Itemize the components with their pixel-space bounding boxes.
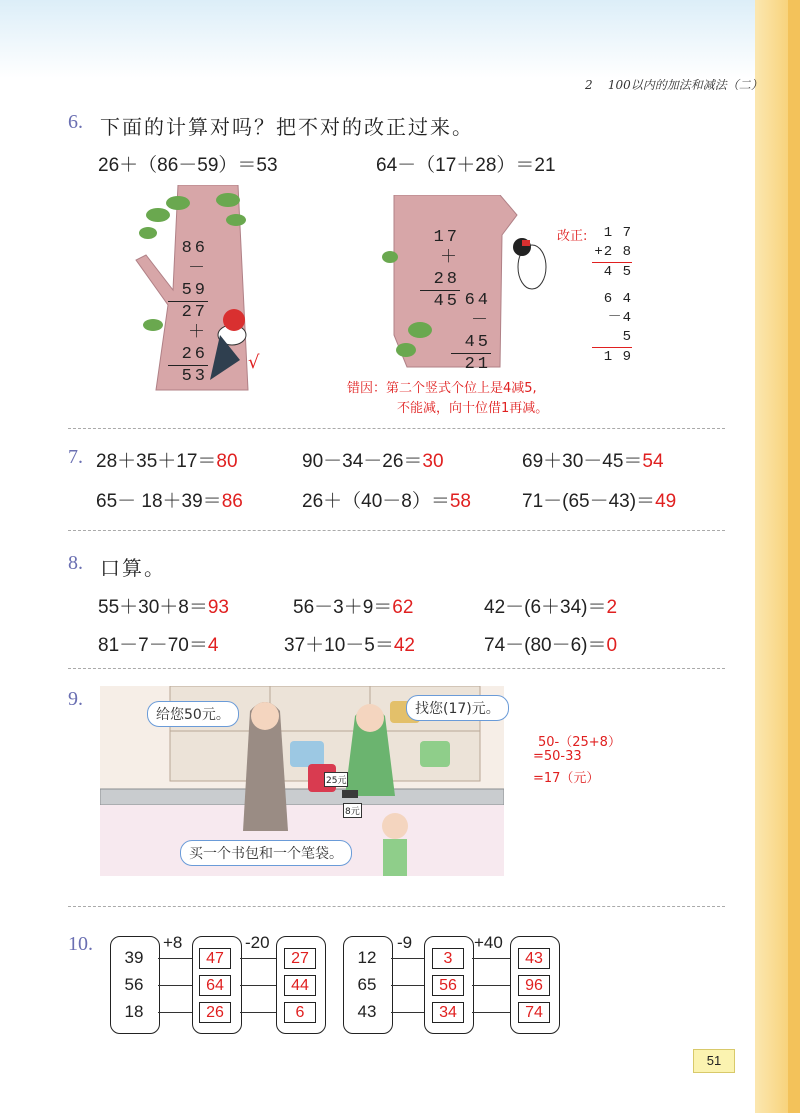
- q8-expr-5: 37＋10－5＝: [284, 635, 394, 656]
- chapter-title: 100以内的加法和减法（二）: [607, 78, 763, 92]
- q7-item-4: [96, 486, 243, 513]
- fix-a-row-2: +2 8: [594, 244, 632, 260]
- mid-right-1: 3: [432, 948, 464, 969]
- op-left-2: -20: [245, 933, 270, 952]
- mid-right-2: 56: [432, 975, 464, 996]
- arrow: [472, 985, 512, 986]
- divider: [68, 428, 725, 429]
- q7-expr-5: 26＋（40－8）＝: [302, 491, 450, 512]
- mid-left-2: 64: [199, 975, 231, 996]
- q8-answer-4: 4: [207, 635, 219, 656]
- out-right-2: 96: [518, 975, 550, 996]
- page-number: 51: [693, 1049, 735, 1073]
- tree2-a-row-2: ＋28: [433, 249, 460, 289]
- tree2-a-row-3: 45: [420, 290, 460, 312]
- input-left-2: 56: [124, 975, 144, 994]
- speech-bubble-child: 买一个书包和一个笔袋。: [180, 840, 352, 866]
- input-right-3: 43: [357, 1002, 377, 1021]
- error-reason-line-2: 不能减，向十位借1再减。: [397, 401, 549, 416]
- input-right-1: 12: [357, 948, 377, 967]
- op-right-1: -9: [397, 933, 413, 952]
- fix-b-row-3: 1 9: [592, 347, 632, 367]
- fix-a-row-1: 1 7: [603, 225, 632, 241]
- q10-number: 10.: [68, 933, 93, 955]
- q7-item-1: [96, 446, 238, 473]
- q7-item-5: [302, 486, 471, 513]
- q7-expr-3: 69＋30－45＝: [522, 451, 643, 472]
- out-right-1: 43: [518, 948, 550, 969]
- q8-item-5: [284, 630, 415, 657]
- q8-answer-6: 0: [606, 635, 618, 656]
- q8-item-2: [293, 592, 413, 619]
- error-reason-line-1: 错因：第二个竖式个位上是4减5,: [347, 381, 537, 396]
- divider: [68, 906, 725, 907]
- q8-expr-3: 42－(6＋34)＝: [484, 597, 607, 618]
- divider: [68, 530, 725, 531]
- tree1-row-2: －59: [181, 260, 208, 300]
- q7-number: 7.: [68, 446, 83, 468]
- q8-expr-1: 55＋30＋8＝: [98, 597, 208, 618]
- fix-calc-b: [592, 290, 632, 367]
- out-left-1: 27: [284, 948, 316, 969]
- q8-item-6: [484, 630, 617, 657]
- fix-label: 改正:: [557, 229, 588, 244]
- arrow: [472, 958, 512, 959]
- q7-answer-2: 30: [422, 451, 444, 472]
- q9-number: 9.: [68, 688, 83, 710]
- top-band: [0, 0, 800, 78]
- q8-item-4: [98, 630, 218, 657]
- price-tag-pencil-case: 8元: [343, 803, 362, 818]
- page-header: [585, 76, 763, 93]
- check-mark: √: [248, 352, 260, 373]
- fix-a-row-3: 4 5: [592, 262, 632, 282]
- tree2-b-row-3: 21: [451, 353, 491, 375]
- input-left-1: 39: [124, 948, 144, 967]
- arrow: [472, 1012, 512, 1013]
- q6-equation-2: 64－（17＋28）＝21: [376, 155, 556, 176]
- tree2-a-row-1: 17: [433, 228, 460, 247]
- out-right-3: 74: [518, 1002, 550, 1023]
- op-left-1: +8: [163, 933, 183, 952]
- tree1-row-1: 86: [181, 239, 208, 258]
- q9-work-line-1: 50-（25+8）: [538, 735, 621, 750]
- fix-b-row-1: 6 4: [603, 291, 632, 307]
- q8-number: 8.: [68, 552, 83, 574]
- q8-answer-2: 62: [392, 597, 414, 618]
- q7-item-2: [302, 446, 444, 473]
- chapter-number: 2: [585, 78, 593, 92]
- fix-calc-a: [592, 224, 632, 282]
- q7-answer-1: 80: [216, 451, 238, 472]
- q7-expr-4: 65－ 18＋39＝: [96, 491, 222, 512]
- q7-item-3: [522, 446, 664, 473]
- q8-answer-1: 93: [207, 597, 229, 618]
- q6-number: 6.: [68, 111, 83, 133]
- speech-bubble-customer: 给您50元。: [147, 701, 239, 727]
- tree2-calc-b: [451, 290, 491, 375]
- tree1-vertical-calc: [168, 238, 208, 387]
- tree1-row-5: 53: [168, 365, 208, 387]
- q7-answer-5: 58: [449, 491, 471, 512]
- q7-expr-1: 28＋35＋17＝: [96, 451, 217, 472]
- fix-b-row-2: －4 5: [607, 310, 632, 345]
- q8-expr-2: 56－3＋9＝: [293, 597, 393, 618]
- tree2-b-row-1: 64: [464, 291, 491, 310]
- input-left-3: 18: [124, 1002, 144, 1021]
- mid-right-3: 34: [432, 1002, 464, 1023]
- q8-answer-3: 2: [606, 597, 618, 618]
- op-right-2: +40: [474, 933, 503, 952]
- mid-left-3: 26: [199, 1002, 231, 1023]
- out-left-2: 44: [284, 975, 316, 996]
- q7-answer-6: 49: [655, 491, 677, 512]
- q9-work-line-2: =50-33: [533, 749, 582, 764]
- q8-expr-6: 74－(80－6)＝: [484, 635, 607, 656]
- tree1-row-3: 27: [168, 301, 208, 323]
- q7-item-6: [522, 486, 676, 513]
- q8-answer-5: 42: [393, 635, 415, 656]
- q7-answer-4: 86: [221, 491, 243, 512]
- q9-work-line-3: =17（元）: [533, 771, 600, 786]
- out-left-3: 6: [284, 1002, 316, 1023]
- tree1-row-4: ＋26: [181, 324, 208, 364]
- mid-left-1: 47: [199, 948, 231, 969]
- q8-item-3: [484, 592, 617, 619]
- q7-expr-2: 90－34－26＝: [302, 451, 423, 472]
- speech-bubble-clerk: 找您(17)元。: [406, 695, 509, 721]
- input-right-2: 65: [357, 975, 377, 994]
- q7-expr-6: 71－(65－43)＝: [522, 491, 656, 512]
- price-tag-bag: 25元: [324, 772, 348, 787]
- divider: [68, 668, 725, 669]
- q8-item-1: [98, 592, 229, 619]
- page-edge-dark: [788, 0, 800, 1113]
- q6-prompt: 下面的计算对吗？把不对的改正过来。: [100, 115, 474, 139]
- q7-answer-3: 54: [642, 451, 664, 472]
- q8-title: 口算。: [100, 556, 166, 580]
- q6-equation-1: 26＋（86－59）＝53: [98, 155, 278, 176]
- q8-expr-4: 81－7－70＝: [98, 635, 208, 656]
- tree2-b-row-2: －45: [464, 312, 491, 352]
